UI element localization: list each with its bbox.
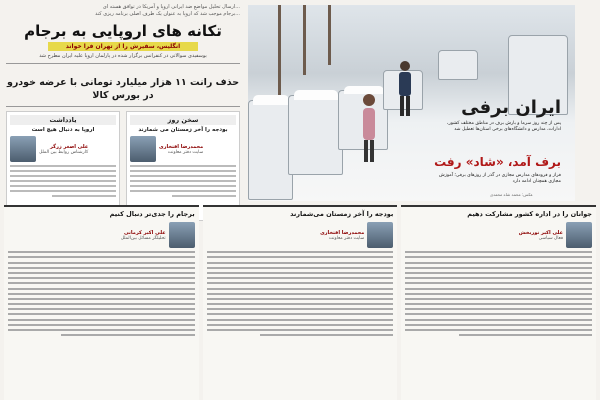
avatar bbox=[566, 222, 592, 248]
opinion-column[interactable] bbox=[401, 205, 596, 400]
author-block bbox=[130, 136, 236, 162]
avatar bbox=[10, 136, 36, 162]
author-role: سایت دفتر معاونت bbox=[167, 149, 204, 155]
author-name: محمدرضا افتخاری bbox=[159, 143, 204, 150]
author-block bbox=[207, 222, 394, 248]
author-name: محمدرضا افتخاری bbox=[320, 229, 365, 236]
author-role: سایت دفتر معاونت bbox=[328, 235, 365, 241]
intro-line: ...ارسال تحلیل مواضع ضد ایرانی اروپا و آمریکا در توافق هسته ای bbox=[102, 4, 240, 10]
photo-caption: پس از چند روز سرما و بارش برف در مناطق مختلف کشور، ادارات، مدارس و دانشگاه‌های برخی استان‌ها تعطیل شد bbox=[447, 121, 561, 132]
main-headline[interactable]: تکانه های اروپایی به برجام bbox=[24, 22, 222, 40]
tree bbox=[278, 5, 281, 95]
bottom-columns bbox=[0, 205, 600, 400]
pedestrian bbox=[358, 90, 378, 165]
author-block bbox=[8, 222, 195, 248]
parked-car bbox=[248, 100, 293, 200]
author-role: تحلیلگر مسائل بین‌الملل bbox=[120, 235, 166, 241]
mini-column-title: سخن روز bbox=[130, 115, 236, 125]
body-text bbox=[403, 251, 594, 336]
photo-subtitle: برف آمد، «شاد» رفت bbox=[434, 155, 561, 169]
second-headline[interactable]: حذف رانت ۱۱ هزار میلیارد تومانی با عرضه خودرو در بورس کالا bbox=[6, 77, 240, 101]
avatar bbox=[130, 136, 156, 162]
headline-subline: بوسفیدی سوالاتی در کنفرانس برگزار شده در پارلمان اروپا علیه ایران مطرح شد bbox=[39, 53, 207, 59]
tree bbox=[328, 5, 331, 65]
body-text bbox=[130, 165, 236, 197]
mini-column-subtitle: اروپا به دنبال هیچ است bbox=[31, 127, 95, 133]
tree bbox=[303, 5, 306, 75]
author-name: علی‌ اکبر نوربخش bbox=[518, 229, 563, 236]
author-role: فعال سیاسی bbox=[538, 235, 563, 241]
divider bbox=[6, 63, 240, 64]
column-title: بودجه را آخر زمستان می‌شمارند bbox=[290, 210, 394, 218]
mini-column-subtitle: بودجه را آخر زمستان می شمارند bbox=[138, 127, 228, 133]
top-left-section bbox=[0, 0, 246, 205]
photo-credit: عکس: محمد شاه محمدی bbox=[490, 192, 533, 197]
column-title: برجام را جدی‌تر دنبال کنیم bbox=[109, 210, 195, 218]
photo-subcaption: فراز و فرودهای مدارس مجازی در گذر از روزهای برفی؛ آموزش مجازی همچنان ادامه دارد bbox=[439, 173, 561, 184]
avatar bbox=[367, 222, 393, 248]
mini-column-title: یادداشت bbox=[10, 115, 116, 125]
body-text bbox=[10, 165, 116, 197]
column-title: جوانان را در اداره کشور مشارکت دهیم bbox=[467, 210, 592, 218]
body-text bbox=[6, 251, 197, 336]
parked-car bbox=[438, 50, 478, 80]
body-text bbox=[205, 251, 396, 336]
snow-photo[interactable] bbox=[248, 5, 575, 201]
intro-line: ...برجام موجب شد که اروپا به عنوان یک طرف اصلی برنامه ریزی کند bbox=[95, 11, 240, 17]
pedestrian bbox=[396, 60, 414, 120]
intro-lines bbox=[6, 4, 240, 18]
author-block bbox=[405, 222, 592, 248]
author-name: علی اصغر زرگر bbox=[50, 143, 89, 150]
photo-title: ایران برفی bbox=[461, 97, 561, 118]
avatar bbox=[169, 222, 195, 248]
highlight-bar: انگلیس، سفیرش را از تهران فرا خواند bbox=[48, 42, 198, 51]
opinion-column[interactable] bbox=[203, 205, 398, 400]
author-role: کارشناس روابط بین الملل bbox=[39, 149, 89, 155]
opinion-column[interactable] bbox=[4, 205, 199, 400]
author-block bbox=[10, 136, 116, 162]
author-name: علی اکبر کرمانی bbox=[123, 229, 166, 236]
divider bbox=[6, 106, 240, 107]
parked-car bbox=[288, 95, 343, 175]
